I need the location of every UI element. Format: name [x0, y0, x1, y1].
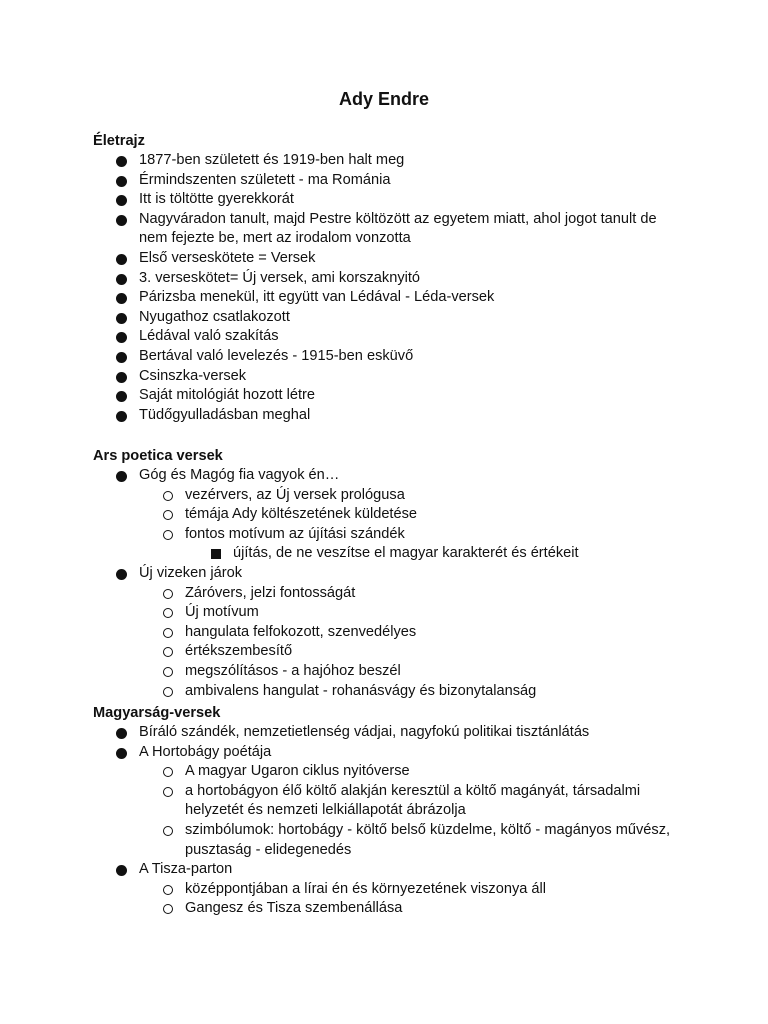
bullet-list-magyarsag — [93, 723, 683, 762]
sub-list-item: fontos motívum az újítási szándék — [185, 525, 405, 542]
section-magyarsag — [93, 703, 683, 919]
list-item: A Tisza-parton — [139, 861, 233, 878]
section-ars-poetica — [93, 446, 683, 701]
sub-list-item: vezérvers, az Új versek prológusa — [185, 486, 405, 503]
sub-list-item: középpontjában a lírai én és környezetének viszonya áll — [185, 880, 547, 897]
bullet-list-magyarsag-2 — [93, 860, 683, 880]
section-heading-eletrajz: Életrajz — [93, 133, 145, 149]
section-eletrajz — [93, 131, 683, 425]
sub-list — [93, 486, 683, 545]
sub-list-item: Gangesz és Tisza szembenállása — [185, 900, 403, 917]
sub-list — [93, 584, 683, 702]
section-heading-magyarsag: Magyarság-versek — [93, 705, 221, 721]
list-item: Új vizeken járok — [139, 564, 243, 581]
list-item: 1877-ben született és 1919-ben halt meg — [139, 152, 405, 168]
page-title: Ady Endre — [338, 89, 430, 109]
list-item: Bertával való levelezés - 1915-ben esküvő — [139, 347, 414, 364]
sub-list-item: hangulata felfokozott, szenvedélyes — [185, 623, 417, 640]
list-item: Saját mitológiát hozott létre — [139, 387, 316, 404]
bullet-list-ars-poetica-2 — [93, 564, 683, 584]
bullet-list-ars-poetica — [93, 466, 683, 486]
sub-list — [93, 762, 683, 860]
sub-list-item: Új motívum — [185, 604, 259, 621]
list-item: Érmindszenten született - ma Románia — [139, 171, 391, 188]
list-item: Nagyváradon tanult, majd Pestre költözött az egyetem miatt, ahol jogot tanult de nem fejezte be, mert az irodalom vonzotta — [139, 210, 657, 247]
sub-sub-list-item: újítás, de ne veszítse el magyar karakterét és értékeit — [233, 545, 579, 562]
sub-list-item: témája Ady költészetének küldetése — [185, 506, 418, 523]
list-item: A Hortobágy poétája — [139, 743, 272, 760]
list-item: Első verseskötete = Versek — [139, 249, 316, 266]
sub-list-item: értékszembesítő — [185, 643, 293, 660]
sub-list — [93, 880, 683, 919]
bullet-list-eletrajz — [93, 151, 683, 425]
sub-sub-list — [93, 544, 683, 564]
sub-list-item: a hortobágyon élő költő alakján keresztül a költő magányát, társadalmi helyzetét és nemzeti lelkiállapotát ábrázolja — [185, 782, 641, 819]
section-heading-ars-poetica: Ars poetica versek — [93, 448, 223, 464]
sub-list-item: megszólításos - a hajóhoz beszél — [185, 662, 401, 679]
sub-list-item: A magyar Ugaron ciklus nyitóverse — [185, 763, 410, 780]
list-item: 3. verseskötet= Új versek, ami korszaknyitó — [139, 269, 421, 286]
list-item: Itt is töltötte gyerekkorát — [139, 191, 294, 208]
list-item: Bíráló szándék, nemzetietlenség vádjai, nagyfokú politikai tisztánlátás — [139, 724, 590, 740]
sub-list-item: szimbólumok: hortobágy - költő belső küzdelme, költő - magányos művész, pusztaság - elidegenedés — [185, 821, 671, 858]
sub-list-item: Záróvers, jelzi fontosságát — [185, 584, 356, 601]
list-item: Párizsba menekül, itt együtt van Lédával - Léda-versek — [139, 289, 495, 306]
list-item: Csinszka-versek — [139, 367, 247, 384]
list-item: Lédával való szakítás — [139, 328, 279, 345]
list-item: Tüdőgyulladásban meghal — [139, 406, 311, 423]
list-item: Nyugathoz csatlakozott — [139, 308, 290, 325]
list-item: Góg és Magóg fia vagyok én… — [139, 467, 340, 483]
sub-list-item: ambivalens hangulat - rohanásvágy és bizonytalanság — [185, 682, 537, 699]
